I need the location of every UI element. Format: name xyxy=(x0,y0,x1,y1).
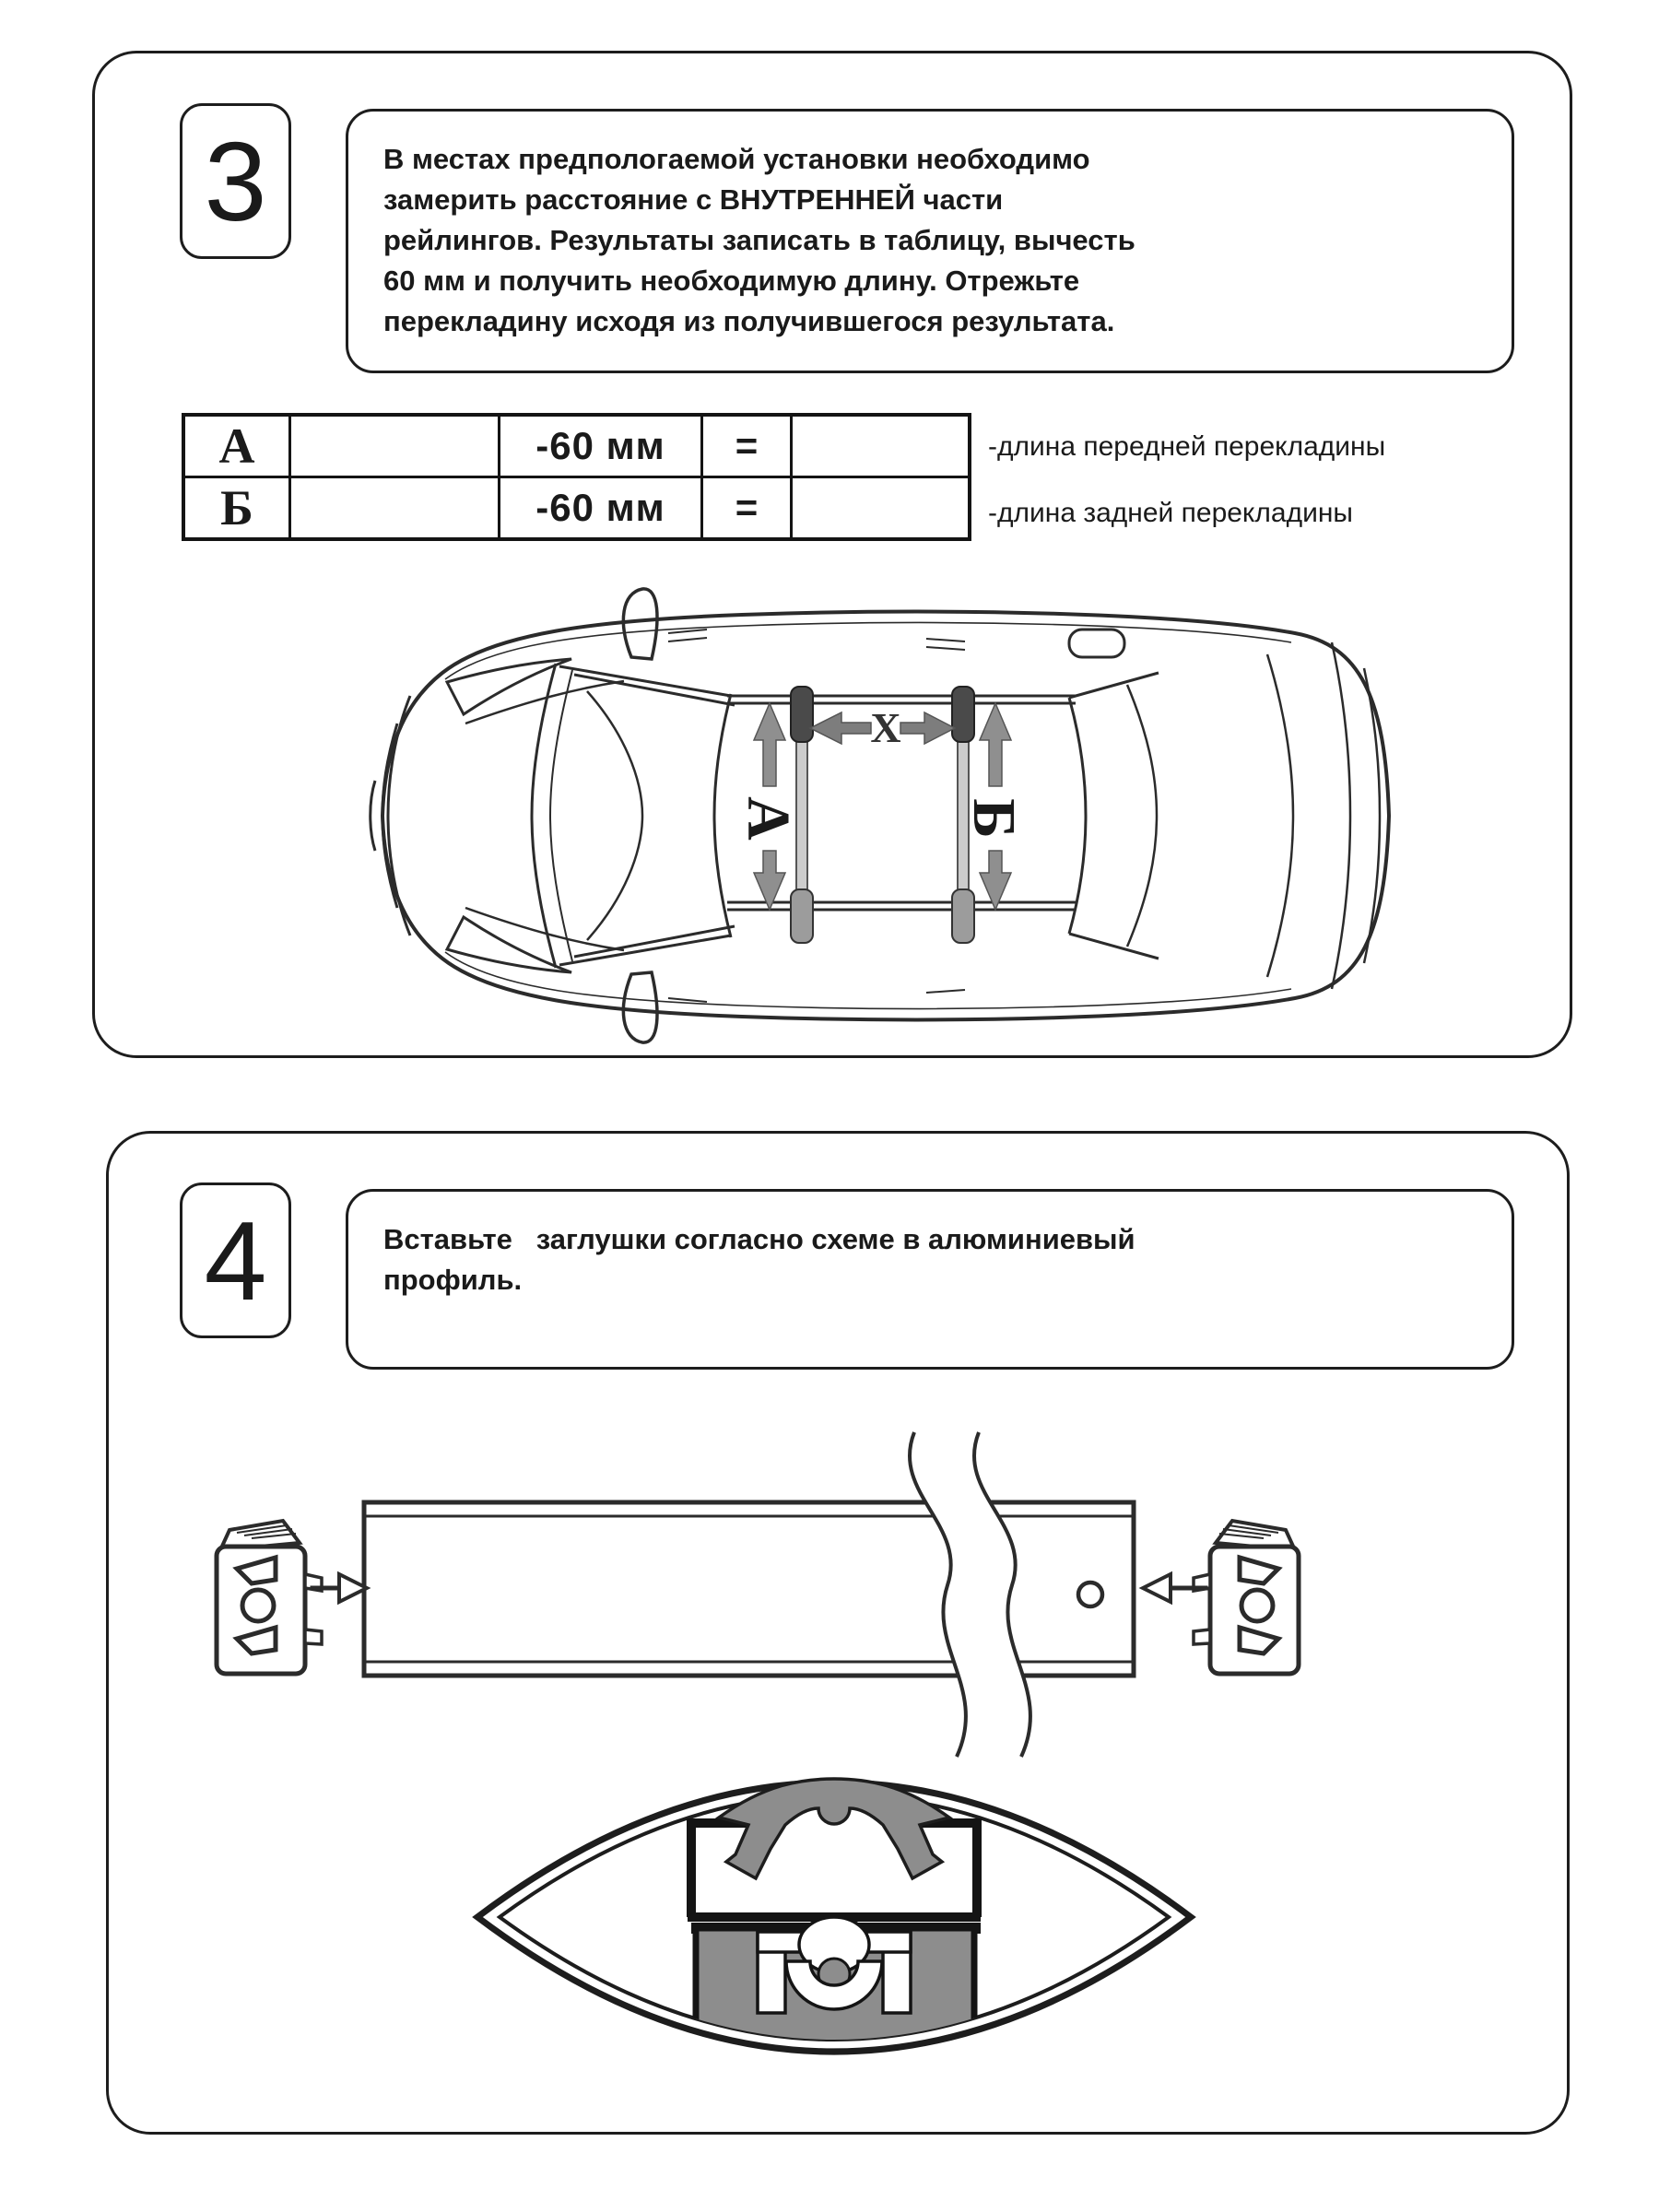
hood-lines xyxy=(465,681,642,950)
car-body-outline xyxy=(382,612,1389,1020)
rear-bar-label: Б xyxy=(960,798,1028,839)
row-a-letter: А xyxy=(183,415,290,477)
t-slot-channel xyxy=(687,1818,982,1922)
trunk-lines xyxy=(1267,642,1380,989)
step4-number-box xyxy=(180,1182,291,1338)
side-mirror-left xyxy=(623,589,657,659)
step3-instruction-box xyxy=(346,109,1514,373)
cap-face-pattern xyxy=(237,1558,276,1653)
row-b-result-cell xyxy=(792,477,971,540)
front-bumper-lines xyxy=(371,696,410,935)
antenna-detail xyxy=(1069,629,1124,657)
row-b-measured-cell xyxy=(290,477,500,540)
aluminium-profile xyxy=(364,1502,1134,1676)
step3-instruction-text: В местах предпологаемой установки необходимо замерить расстояние с ВНУТРЕННЕЙ части рейлингов. Результаты записать в таблицу, вычесть 60 мм и получить необходимую длину. Отрежьте перекладину исходя из получившегося результата. xyxy=(383,143,1144,337)
step3-number: 3 xyxy=(204,118,267,244)
step4-instruction-box xyxy=(346,1189,1514,1370)
step4-instruction-text: Вставьте заглушки согласно схеме в алюминиевый профиль. xyxy=(383,1223,1144,1296)
profile-hole xyxy=(1078,1583,1102,1606)
distance-x-label: X xyxy=(870,704,901,751)
rear-window-base xyxy=(1127,685,1157,947)
row-b-minus-cell: -60 мм xyxy=(500,477,702,540)
row-a-caption: -длина передней перекладины xyxy=(988,431,1386,462)
a-pillars xyxy=(559,666,735,965)
profile-endcap-diagram xyxy=(111,1429,1567,1779)
step3-number-box xyxy=(180,103,291,259)
roof-front-edge xyxy=(714,694,731,937)
right-end-cap xyxy=(1194,1521,1299,1674)
row-a-equals-cell: = xyxy=(702,415,792,477)
windshield-base xyxy=(532,664,556,968)
row-a-result-cell xyxy=(792,415,971,477)
row-b-equals-cell: = xyxy=(702,477,792,540)
step4-number: 4 xyxy=(204,1197,267,1324)
row-b-letter: Б xyxy=(183,477,290,540)
table-row xyxy=(183,415,970,477)
clamp-fitting xyxy=(758,1917,911,2013)
row-a-minus-cell: -60 мм xyxy=(500,415,702,477)
left-end-cap xyxy=(217,1521,322,1674)
row-b-caption: -длина задней перекладины xyxy=(988,498,1353,528)
car-body-inner-line xyxy=(445,623,1291,1009)
table-row xyxy=(183,477,970,540)
front-bar-label: А xyxy=(735,796,802,841)
measurement-table xyxy=(182,413,971,541)
door-handle-marks xyxy=(668,629,965,1002)
side-mirror-right xyxy=(623,972,657,1042)
car-top-view-diagram xyxy=(355,585,1406,1046)
row-a-measured-cell xyxy=(290,415,500,477)
rear-window-edge xyxy=(1069,673,1159,959)
crossbar-cross-section xyxy=(415,1770,1263,2120)
